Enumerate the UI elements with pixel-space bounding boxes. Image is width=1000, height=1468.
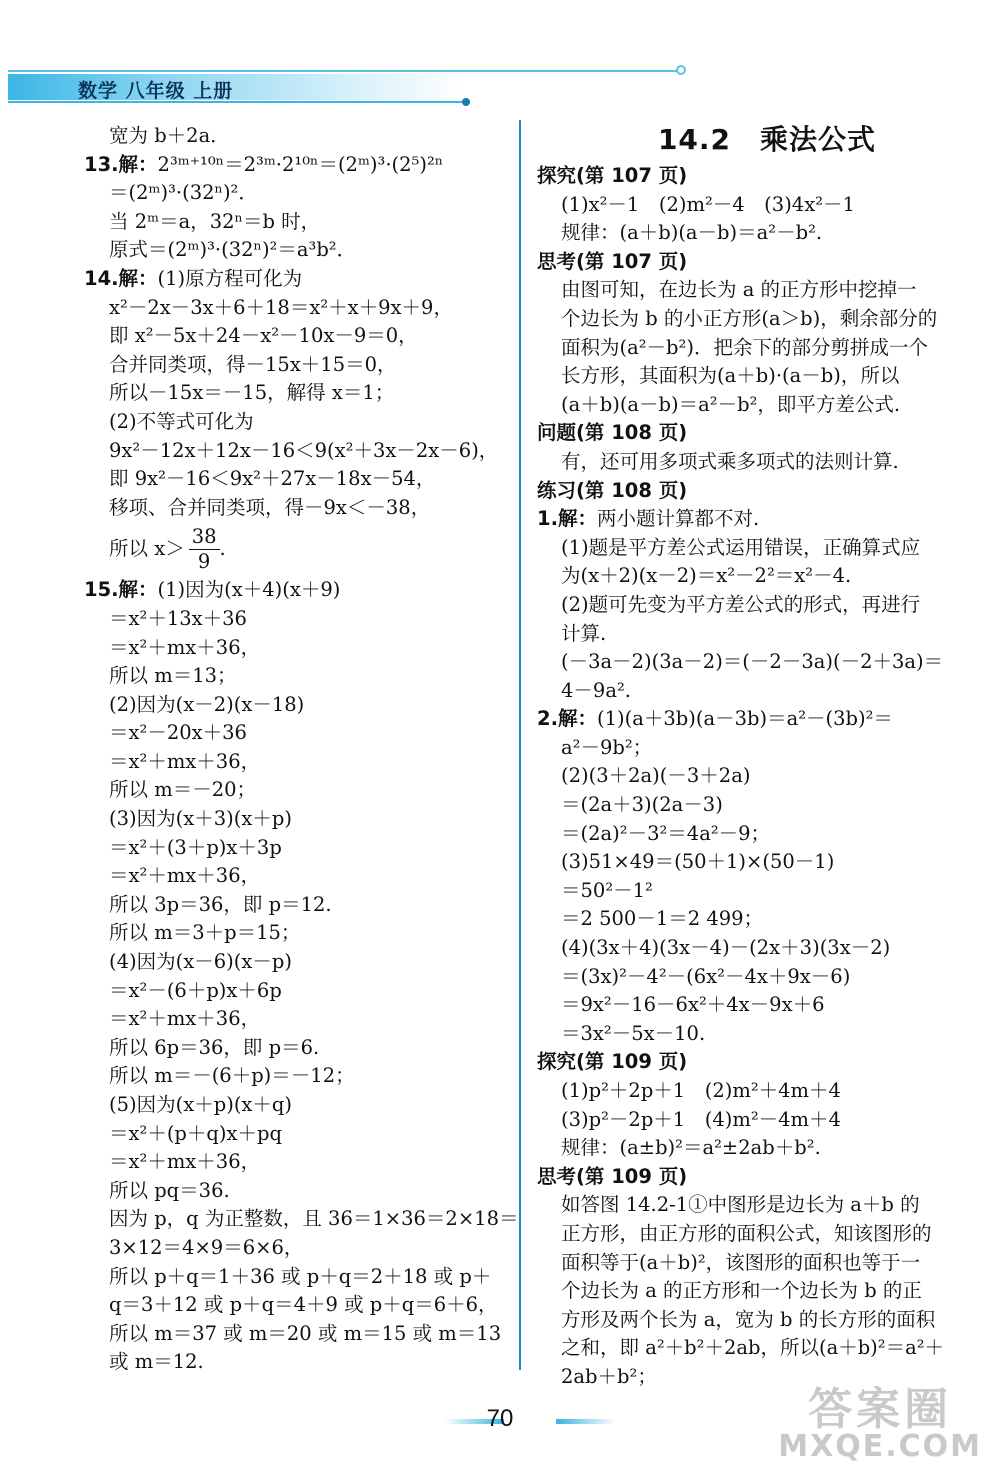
text-line: ＝x²＋13x＋36 <box>109 606 247 630</box>
header-underline <box>8 101 468 103</box>
text-line: 由图可知，在边长为 a 的正方形中挖掉一 <box>561 278 917 302</box>
page-number-deco-right <box>556 1419 616 1424</box>
text-line: 4－9a². <box>561 678 631 702</box>
text-line: 即 x²－5x＋24－x²－10x－9＝0， <box>109 324 418 348</box>
answer-14 <box>84 265 514 294</box>
text-line: ＝3x²－5x－10. <box>561 1021 706 1045</box>
header-band <box>8 74 463 100</box>
text-line: ＝x²＋(p＋q)x＋pq <box>109 1121 282 1145</box>
text-line: 所以 6p＝36，即 p＝6. <box>109 1035 320 1059</box>
text-line: 所以－15x＝－15，解得 x＝1； <box>109 381 395 405</box>
text-line: 2ab＋b²； <box>561 1364 657 1388</box>
text-line: 所以 3p＝36，即 p＝12. <box>109 892 332 916</box>
text-line: 3×12＝4×9＝6×6， <box>109 1235 304 1259</box>
right-column <box>537 118 977 1392</box>
text-line: 规律：(a±b)²＝a²±2ab＋b². <box>561 1136 821 1160</box>
fraction-numerator: 38 <box>189 525 220 550</box>
text-line: (a＋b)(a－b)＝a²－b²，即平方差公式. <box>561 392 901 416</box>
watermark-logo-text: 答案圈 <box>808 1384 953 1435</box>
question-number: 13.解： <box>84 152 158 176</box>
header-title: 数学 八年级 上册 <box>78 80 234 102</box>
text-line: 宽为 b＋2a． <box>109 124 230 147</box>
text-line: ＝(2a＋3)(2a－3) <box>561 793 723 817</box>
text-line: (4)因为(x－6)(x－p) <box>109 950 292 974</box>
text-line: (2)不等式可化为 <box>109 409 254 433</box>
subsection-heading: 练习(第 108 页) <box>537 478 688 502</box>
text-line: ＝9x²－16－6x²＋4x－9x＋6 <box>561 993 825 1017</box>
text-line: 为(x＋2)(x－2)＝x²－2²＝x²－4. <box>561 564 852 588</box>
text-line: ＝x²＋mx＋36， <box>109 864 261 888</box>
text-line: 移项、合并同类项，得－9x＜－38， <box>109 495 431 519</box>
fraction-line <box>84 522 514 576</box>
text-line: q＝3＋12 或 p＋q＝4＋9 或 p＋q＝6＋6， <box>109 1293 498 1317</box>
text-line: 当 2ᵐ＝a，32ⁿ＝b 时， <box>109 209 321 233</box>
text-line: 所以 m＝3＋p＝15； <box>109 921 301 945</box>
header-underline-dot <box>462 98 470 106</box>
practice-2 <box>537 705 977 734</box>
text-line: 长方形，其面积为(a＋b)·(a－b)，所以 <box>561 364 900 388</box>
text-line: (5)因为(x＋p)(x＋q) <box>109 1093 293 1116</box>
watermark <box>778 1384 982 1464</box>
page-number: 70 <box>486 1405 514 1432</box>
text-line: (3)p²－2p＋1 (4)m²－4m＋4 <box>561 1107 841 1131</box>
text-line: . <box>219 537 226 561</box>
text-line: 面积为(a²－b²)．把余下的部分剪拼成一个 <box>561 335 928 359</box>
text-line: 原式＝(2ᵐ)³·(32ⁿ)²＝a³b²． <box>109 238 357 262</box>
subsection-heading: 问题(第 108 页) <box>537 421 688 445</box>
text-line: (1)原方程可化为 <box>157 266 303 290</box>
text-line: (1)(a＋3b)(a－3b)＝a²－(3b)²＝ <box>596 707 893 731</box>
text-line: 即 9x²－16＜9x²＋27x－18x－54， <box>109 467 436 491</box>
text-line: (3)因为(x＋3)(x＋p) <box>109 807 292 831</box>
text-line: 面积等于(a＋b)²，该图形的面积也等于一 <box>561 1250 921 1274</box>
text-line: 方形及两个长为 a，宽为 b 的长方形的面积 <box>561 1307 936 1331</box>
text-line: (－3a－2)(3a－2)＝(－2－3a)(－2＋3a)＝ <box>561 650 944 674</box>
text-line: 因为 p，q 为正整数，且 36＝1×36＝2×18＝ <box>109 1207 519 1231</box>
text-line: ＝x²＋mx＋36， <box>109 749 261 773</box>
text-line: (1)p²＋2p＋1 (2)m²＋4m＋4 <box>561 1079 841 1102</box>
answer-15 <box>84 576 514 605</box>
text-line: ＝2 500－1＝2 499； <box>561 907 764 931</box>
text-line: (2)(3＋2a)(－3＋2a) <box>561 764 751 788</box>
text-line: (4)(3x＋4)(3x－4)－(2x＋3)(3x－2) <box>561 936 891 960</box>
text-line: x²－2x－3x＋6＋18＝x²＋x＋9x＋9， <box>109 295 453 319</box>
text-line: 规律：(a＋b)(a－b)＝a²－b². <box>561 221 823 245</box>
text-line: 所以 m＝13； <box>109 664 237 688</box>
text-line: 正方形，由正方形的面积公式，知该图形的 <box>561 1221 932 1245</box>
text-line: 之和，即 a²＋b²＋2ab，所以(a＋b)²＝a²＋ <box>561 1336 945 1360</box>
watermark-url: MXQE.COM <box>778 1429 982 1464</box>
text-line: ＝(2a)²－3²＝4a²－9； <box>561 821 771 845</box>
left-column <box>84 122 519 1377</box>
text-line: 两小题计算都不对. <box>596 507 760 531</box>
text-line: 个边长为 a 的正方形和一个边长为 b 的正 <box>561 1279 922 1303</box>
fraction <box>189 525 220 574</box>
question-number: 15.解： <box>84 578 158 602</box>
text-line: 有，还可用多项式乘多项式的法则计算. <box>561 449 899 473</box>
header-rule <box>8 70 680 72</box>
text-line: 如答图 14.2-1①中图形是边长为 a＋b 的 <box>561 1193 920 1217</box>
question-number: 2.解： <box>537 707 597 731</box>
subsection-heading: 思考(第 107 页) <box>537 249 688 273</box>
text-line: ＝x²＋mx＋36， <box>109 1150 261 1174</box>
header-rule-end-dot <box>676 65 686 75</box>
text-line: (1)x²－1 (2)m²－4 (3)4x²－1 <box>561 192 855 216</box>
text-line: 合并同类项，得－15x＋15＝0， <box>109 352 397 376</box>
section-title: 14.2 乘法公式 <box>657 123 877 156</box>
text-line: (3)51×49＝(50＋1)×(50－1) <box>561 850 835 874</box>
question-number: 14.解： <box>84 266 158 290</box>
text-line: ＝x²＋mx＋36， <box>109 1007 261 1031</box>
text-line: 个边长为 b 的小正方形(a＞b)，剩余部分的 <box>561 306 938 330</box>
text-line: ＝(2ᵐ)³·(32ⁿ)²． <box>109 181 258 205</box>
text-line: 9x²－12x＋12x－16＜9(x²＋3x－2x－6)， <box>109 438 499 462</box>
answer-13 <box>84 151 514 180</box>
text-line: 或 m＝12. <box>109 1350 204 1374</box>
text-line: (1)因为(x＋4)(x＋9) <box>157 578 341 602</box>
text-line: (2)题可先变为平方差公式的形式，再进行 <box>561 592 921 616</box>
subsection-heading: 思考(第 109 页) <box>537 1164 688 1188</box>
text-line: ＝x²－20x＋36 <box>109 721 247 745</box>
text-line: (1)题是平方差公式运用错误，正确算式应 <box>561 535 921 559</box>
text-line: ＝50²－1² <box>561 878 653 902</box>
text-line: 计算. <box>561 621 607 645</box>
text-line: 所以 p＋q＝1＋36 或 p＋q＝2＋18 或 p＋ <box>109 1264 492 1288</box>
text-line: 所以 pq＝36. <box>109 1178 230 1202</box>
text-line: 2³ᵐ⁺¹⁰ⁿ＝2³ᵐ·2¹⁰ⁿ＝(2ᵐ)³·(2⁵)²ⁿ <box>157 152 444 176</box>
text-line: 所以 m＝－(6＋p)＝－12； <box>109 1064 355 1088</box>
column-divider <box>519 120 521 1370</box>
text-line: (2)因为(x－2)(x－18) <box>109 692 305 716</box>
text-line: ＝x²＋mx＋36， <box>109 635 261 659</box>
question-number: 1.解： <box>537 507 597 531</box>
text-line: ＝x²－(6＋p)x＋6p <box>109 978 282 1002</box>
text-line: 所以 m＝－20； <box>109 778 257 802</box>
text-line: ＝x²＋(3＋p)x＋3p <box>109 835 282 859</box>
text-line: 所以 m＝37 或 m＝20 或 m＝15 或 m＝13 <box>109 1321 502 1345</box>
subsection-heading: 探究(第 107 页) <box>537 164 688 187</box>
fraction-denominator: 9 <box>197 549 211 573</box>
text-line: 所以 x＞ <box>109 537 185 561</box>
text-line: a²－9b²； <box>561 735 653 759</box>
subsection-heading: 探究(第 109 页) <box>537 1050 688 1074</box>
text-line: ＝(3x)²－4²－(6x²－4x＋9x－6) <box>561 964 851 988</box>
practice-1 <box>537 505 977 534</box>
